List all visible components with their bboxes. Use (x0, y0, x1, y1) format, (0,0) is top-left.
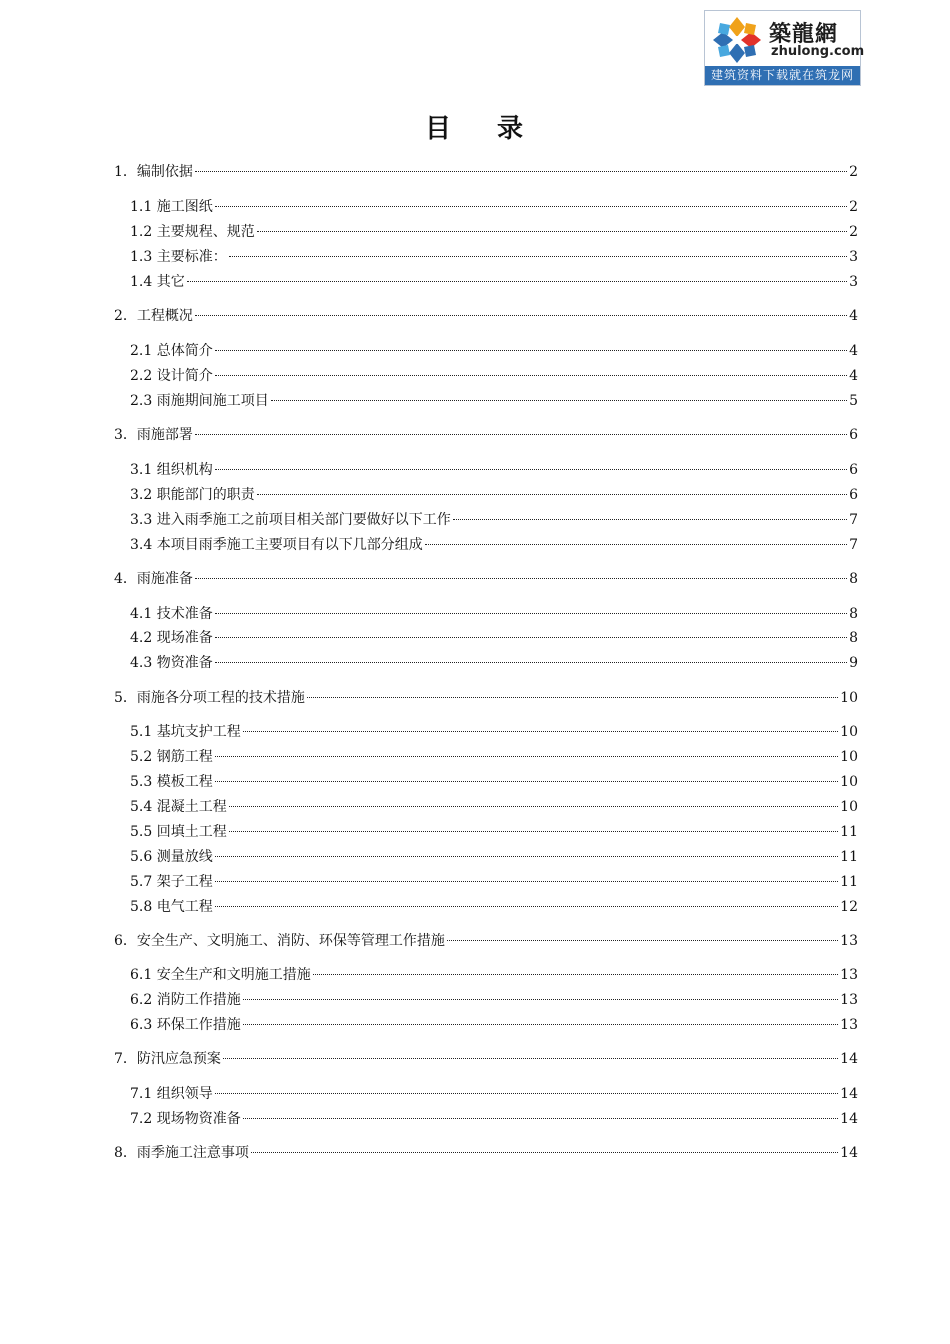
toc-dot-leader (229, 806, 838, 807)
logo-name: 築龍網 (769, 21, 839, 47)
toc-entry-label: 5.8 电气工程 (130, 899, 213, 915)
toc-entry[interactable] (114, 1049, 858, 1069)
toc-entry-label: 3．雨施部署 (114, 427, 193, 443)
toc-dot-leader (307, 697, 838, 698)
toc-entry-label: 7．防汛应急预案 (114, 1051, 221, 1067)
toc-entry[interactable] (130, 485, 858, 505)
toc-entry-page: 3 (849, 249, 858, 265)
toc-entry-page: 10 (840, 690, 858, 706)
toc-entry[interactable] (114, 688, 858, 708)
toc-entry-page: 2 (849, 199, 858, 215)
toc-dot-leader (215, 613, 847, 614)
toc-entry-page: 7 (849, 512, 858, 528)
toc-entry-label: 5.1 基坑支护工程 (130, 724, 241, 740)
toc-dot-leader (195, 434, 847, 435)
toc-entry[interactable] (130, 965, 858, 985)
toc-dot-leader (215, 1093, 838, 1094)
toc-entry-page: 8 (849, 630, 858, 646)
toc-entry-label: 5.5 回填土工程 (130, 824, 227, 840)
toc-entry-label: 2.2 设计简介 (130, 368, 213, 384)
toc-entry[interactable] (114, 1143, 858, 1163)
toc-entry[interactable] (130, 247, 858, 267)
toc-dot-leader (447, 940, 838, 941)
toc-entry-label: 5.6 测量放线 (130, 849, 213, 865)
toc-dot-leader (257, 231, 847, 232)
toc-entry[interactable] (130, 1109, 858, 1129)
toc-dot-leader (243, 999, 838, 1000)
toc-dot-leader (243, 1118, 838, 1119)
toc-dot-leader (271, 400, 847, 401)
toc-entry-label: 5.3 模板工程 (130, 774, 213, 790)
toc-dot-leader (215, 881, 838, 882)
toc-dot-leader (229, 831, 838, 832)
toc-dot-leader (257, 494, 847, 495)
toc-entry[interactable] (114, 162, 858, 182)
toc-entry[interactable] (130, 872, 858, 892)
title-char-2: 录 (497, 114, 526, 144)
toc-entry-label: 3.3 进入雨季施工之前项目相关部门要做好以下工作 (130, 512, 451, 528)
toc-dot-leader (453, 519, 847, 520)
toc-entry-page: 10 (840, 799, 858, 815)
toc-entry-page: 5 (849, 393, 858, 409)
toc-entry-label: 4.1 技术准备 (130, 606, 213, 622)
page-title (0, 108, 950, 145)
toc-dot-leader (229, 256, 847, 257)
toc-entry[interactable] (130, 797, 858, 817)
toc-entry-page: 13 (840, 992, 858, 1008)
logo-slogan: 建筑资料下载就在筑龙网 (705, 66, 860, 85)
toc-entry-page: 9 (849, 655, 858, 671)
toc-entry-label: 1.4 其它 (130, 274, 185, 290)
toc-entry-label: 1.3 主要标准： (130, 249, 227, 265)
toc-dot-leader (243, 731, 838, 732)
toc-entry-label: 4．雨施准备 (114, 571, 193, 587)
toc-entry-label: 4.2 现场准备 (130, 630, 213, 646)
toc-entry[interactable] (130, 747, 858, 767)
toc-entry-label: 5．雨施各分项工程的技术措施 (114, 690, 305, 706)
toc-dot-leader (251, 1152, 838, 1153)
toc-entry-page: 2 (849, 224, 858, 240)
toc-entry-label: 1.1 施工图纸 (130, 199, 213, 215)
toc-entry-page: 14 (840, 1086, 858, 1102)
zhulong-logo (704, 10, 865, 86)
toc-entry-page: 11 (840, 849, 858, 865)
toc-dot-leader (215, 856, 838, 857)
toc-entry[interactable] (130, 272, 858, 292)
toc-entry-page: 8 (849, 571, 858, 587)
toc-entry-page: 6 (849, 427, 858, 443)
toc-entry-page: 11 (840, 824, 858, 840)
toc-entry[interactable] (130, 653, 858, 673)
toc-entry-label: 1．编制依据 (114, 164, 193, 180)
toc-dot-leader (215, 906, 838, 907)
logo-mark-icon (709, 15, 765, 65)
toc-entry-page: 14 (840, 1051, 858, 1067)
toc-entry-page: 6 (849, 487, 858, 503)
toc-entry-page: 11 (840, 874, 858, 890)
toc-entry[interactable] (130, 1084, 858, 1104)
toc-entry[interactable] (130, 391, 858, 411)
toc-entry-page: 10 (840, 774, 858, 790)
toc-entry-page: 8 (849, 606, 858, 622)
toc-entry-page: 14 (840, 1145, 858, 1161)
toc-dot-leader (215, 206, 847, 207)
toc-entry-page: 4 (849, 308, 858, 324)
toc-entry-label: 7.1 组织领导 (130, 1086, 213, 1102)
toc-entry-page: 13 (840, 1017, 858, 1033)
toc-entry-label: 1.2 主要规程、规范 (130, 224, 255, 240)
toc-dot-leader (187, 281, 847, 282)
toc-dot-leader (425, 544, 847, 545)
toc-entry-label: 6.1 安全生产和文明施工措施 (130, 967, 311, 983)
toc-entry-label: 2.3 雨施期间施工项目 (130, 393, 269, 409)
toc-entry-page: 4 (849, 343, 858, 359)
toc-dot-leader (223, 1058, 838, 1059)
logo-domain: zhulong.com (771, 44, 865, 59)
toc-entry-page: 2 (849, 164, 858, 180)
toc-entry[interactable] (130, 510, 858, 530)
toc-entry-page: 10 (840, 724, 858, 740)
toc-entry[interactable] (114, 569, 858, 589)
toc-dot-leader (195, 315, 847, 316)
toc-dot-leader (313, 974, 838, 975)
toc-entry-page: 13 (840, 933, 858, 949)
title-char-1: 目 (424, 114, 453, 144)
toc-dot-leader (195, 578, 847, 579)
toc-entry-label: 2．工程概况 (114, 308, 193, 324)
toc-entry[interactable] (130, 772, 858, 792)
toc-entry-page: 6 (849, 462, 858, 478)
toc-dot-leader (215, 469, 847, 470)
toc-dot-leader (195, 171, 847, 172)
toc-entry-label: 3.1 组织机构 (130, 462, 213, 478)
logo-header (705, 11, 865, 67)
toc-entry[interactable] (130, 990, 858, 1010)
toc-entry[interactable] (130, 341, 858, 361)
toc-entry-label: 8．雨季施工注意事项 (114, 1145, 249, 1161)
toc-entry[interactable] (130, 197, 858, 217)
toc-entry-page: 12 (840, 899, 858, 915)
toc-entry-label: 2.1 总体简介 (130, 343, 213, 359)
toc-entry[interactable] (130, 604, 858, 624)
toc-entry-label: 3.2 职能部门的职责 (130, 487, 255, 503)
toc-dot-leader (215, 756, 838, 757)
toc-entry[interactable] (130, 1015, 858, 1035)
toc-entry-label: 5.4 混凝土工程 (130, 799, 227, 815)
toc-dot-leader (215, 662, 847, 663)
toc-entry[interactable] (130, 460, 858, 480)
toc-entry-label: 7.2 现场物资准备 (130, 1111, 241, 1127)
toc-entry-page: 4 (849, 368, 858, 384)
toc-dot-leader (215, 375, 847, 376)
toc-entry-page: 14 (840, 1111, 858, 1127)
toc-entry-page: 13 (840, 967, 858, 983)
toc-entry[interactable] (130, 222, 858, 242)
toc-dot-leader (215, 781, 838, 782)
toc-entry-page: 10 (840, 749, 858, 765)
toc-entry-label: 4.3 物资准备 (130, 655, 213, 671)
toc-entry[interactable] (130, 535, 858, 555)
toc-entry[interactable] (130, 628, 858, 648)
toc-entry[interactable] (114, 306, 858, 326)
toc-entry-page: 7 (849, 537, 858, 553)
toc-entry[interactable] (114, 425, 858, 445)
toc-entry-label: 6.2 消防工作措施 (130, 992, 241, 1008)
toc-entry-label: 6．安全生产、文明施工、消防、环保等管理工作措施 (114, 933, 445, 949)
toc-entry[interactable] (130, 722, 858, 742)
toc-entry[interactable] (130, 847, 858, 867)
toc-dot-leader (215, 637, 847, 638)
toc-entry[interactable] (130, 897, 858, 917)
toc-entry[interactable] (130, 822, 858, 842)
toc-entry[interactable] (114, 931, 858, 951)
toc-entry-label: 5.7 架子工程 (130, 874, 213, 890)
toc-dot-leader (215, 350, 847, 351)
toc-entry-label: 5.2 钢筋工程 (130, 749, 213, 765)
toc-entry[interactable] (130, 366, 858, 386)
toc-entry-label: 6.3 环保工作措施 (130, 1017, 241, 1033)
toc-dot-leader (243, 1024, 838, 1025)
toc-entry-page: 3 (849, 274, 858, 290)
toc-entry-label: 3.4 本项目雨季施工主要项目有以下几部分组成 (130, 537, 423, 553)
